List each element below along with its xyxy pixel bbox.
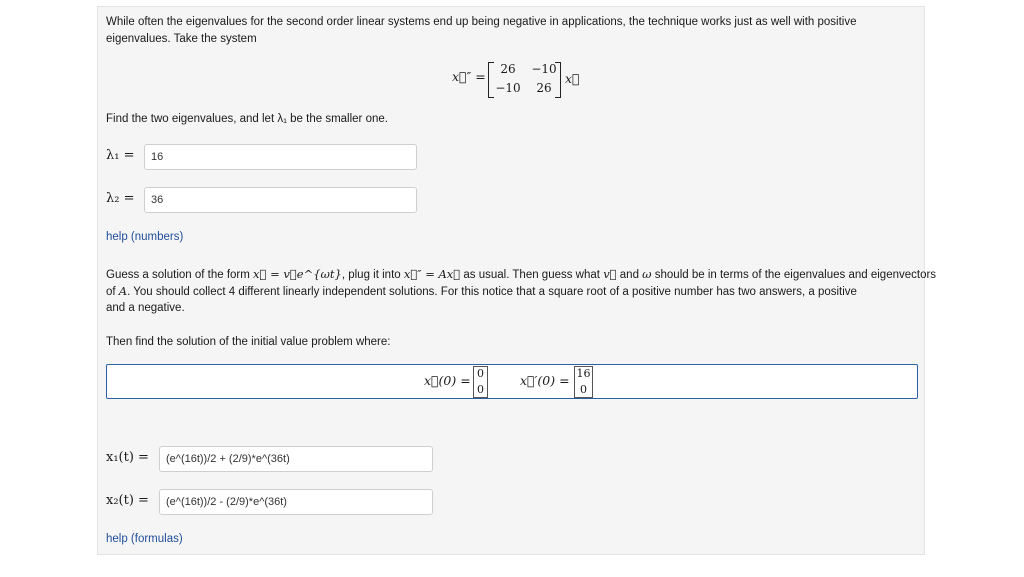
lambda1-label: λ₁ =	[106, 148, 135, 163]
help-numbers-link[interactable]: help (numbers)	[106, 231, 184, 243]
help-formulas-link[interactable]: help (formulas)	[106, 533, 183, 545]
lambda2-label: λ₂ =	[106, 191, 135, 206]
system-lhs: x⃗″ =	[452, 69, 486, 84]
intro-line-2: eigenvalues. Take the system	[106, 33, 257, 45]
x1-label: x₁(t) =	[106, 450, 149, 465]
guess-text: Guess a solution of the form	[106, 269, 254, 281]
guess-text: and	[616, 269, 643, 281]
x0-vector	[473, 366, 488, 398]
guess-line-2	[106, 283, 857, 301]
guess-text: as usual. Then guess what	[460, 269, 604, 281]
x2-input[interactable]: (e^(16t))/2 - (2/9)*e^(36t)	[159, 489, 433, 515]
xp0-component: 0	[580, 383, 587, 396]
lambda2-input[interactable]: 36	[144, 187, 417, 213]
xp0-vector	[574, 366, 593, 398]
guess-text: should be in terms of the eigenvalues and eigenvectors	[651, 269, 937, 281]
initial-conditions-box	[106, 364, 918, 399]
matrix-cell: −10	[531, 62, 557, 76]
guess-text: of	[106, 286, 119, 298]
intro-line-1: While often the eigenvalues for the second order linear systems end up being negative in applications, the technique works just as well with positive	[106, 16, 857, 28]
system-rhs: x⃗	[565, 71, 580, 86]
guess-matrix-a: A	[118, 284, 128, 298]
x1-input[interactable]: (e^(16t))/2 + (2/9)*e^(36t)	[159, 446, 433, 472]
guess-v: v⃗	[603, 267, 617, 281]
guess-line-3: and a negative.	[106, 302, 185, 314]
lambda1-input[interactable]: 16	[144, 144, 417, 170]
ivp-intro-text: Then find the solution of the initial value problem where:	[106, 336, 391, 348]
guess-line-1	[106, 266, 936, 284]
guess-omega: ω	[642, 267, 652, 281]
x0-component: 0	[477, 383, 484, 396]
xp0-component: 16	[576, 367, 591, 380]
matrix-cell: 26	[500, 62, 516, 76]
guess-form: x⃗ = v⃗e^{ωt}	[253, 267, 342, 281]
guess-text: , plug it into	[341, 269, 404, 281]
x0-component: 0	[477, 367, 484, 380]
xp0-label: x⃗′(0) =	[520, 373, 570, 388]
matrix-cell: −10	[495, 81, 521, 95]
guess-text: . You should collect 4 different linearly independent solutions. For this notice that a square root of a positive number has two answers, a positive	[127, 286, 857, 298]
x2-label: x₂(t) =	[106, 493, 149, 508]
guess-equation: x⃗″ = Ax⃗	[403, 267, 461, 281]
matrix-right-bracket	[555, 62, 561, 98]
find-eigen-text: Find the two eigenvalues, and let λ₁ be the smaller one.	[106, 113, 388, 125]
x0-label: x⃗(0) =	[424, 373, 471, 388]
matrix-cell: 26	[536, 81, 552, 95]
